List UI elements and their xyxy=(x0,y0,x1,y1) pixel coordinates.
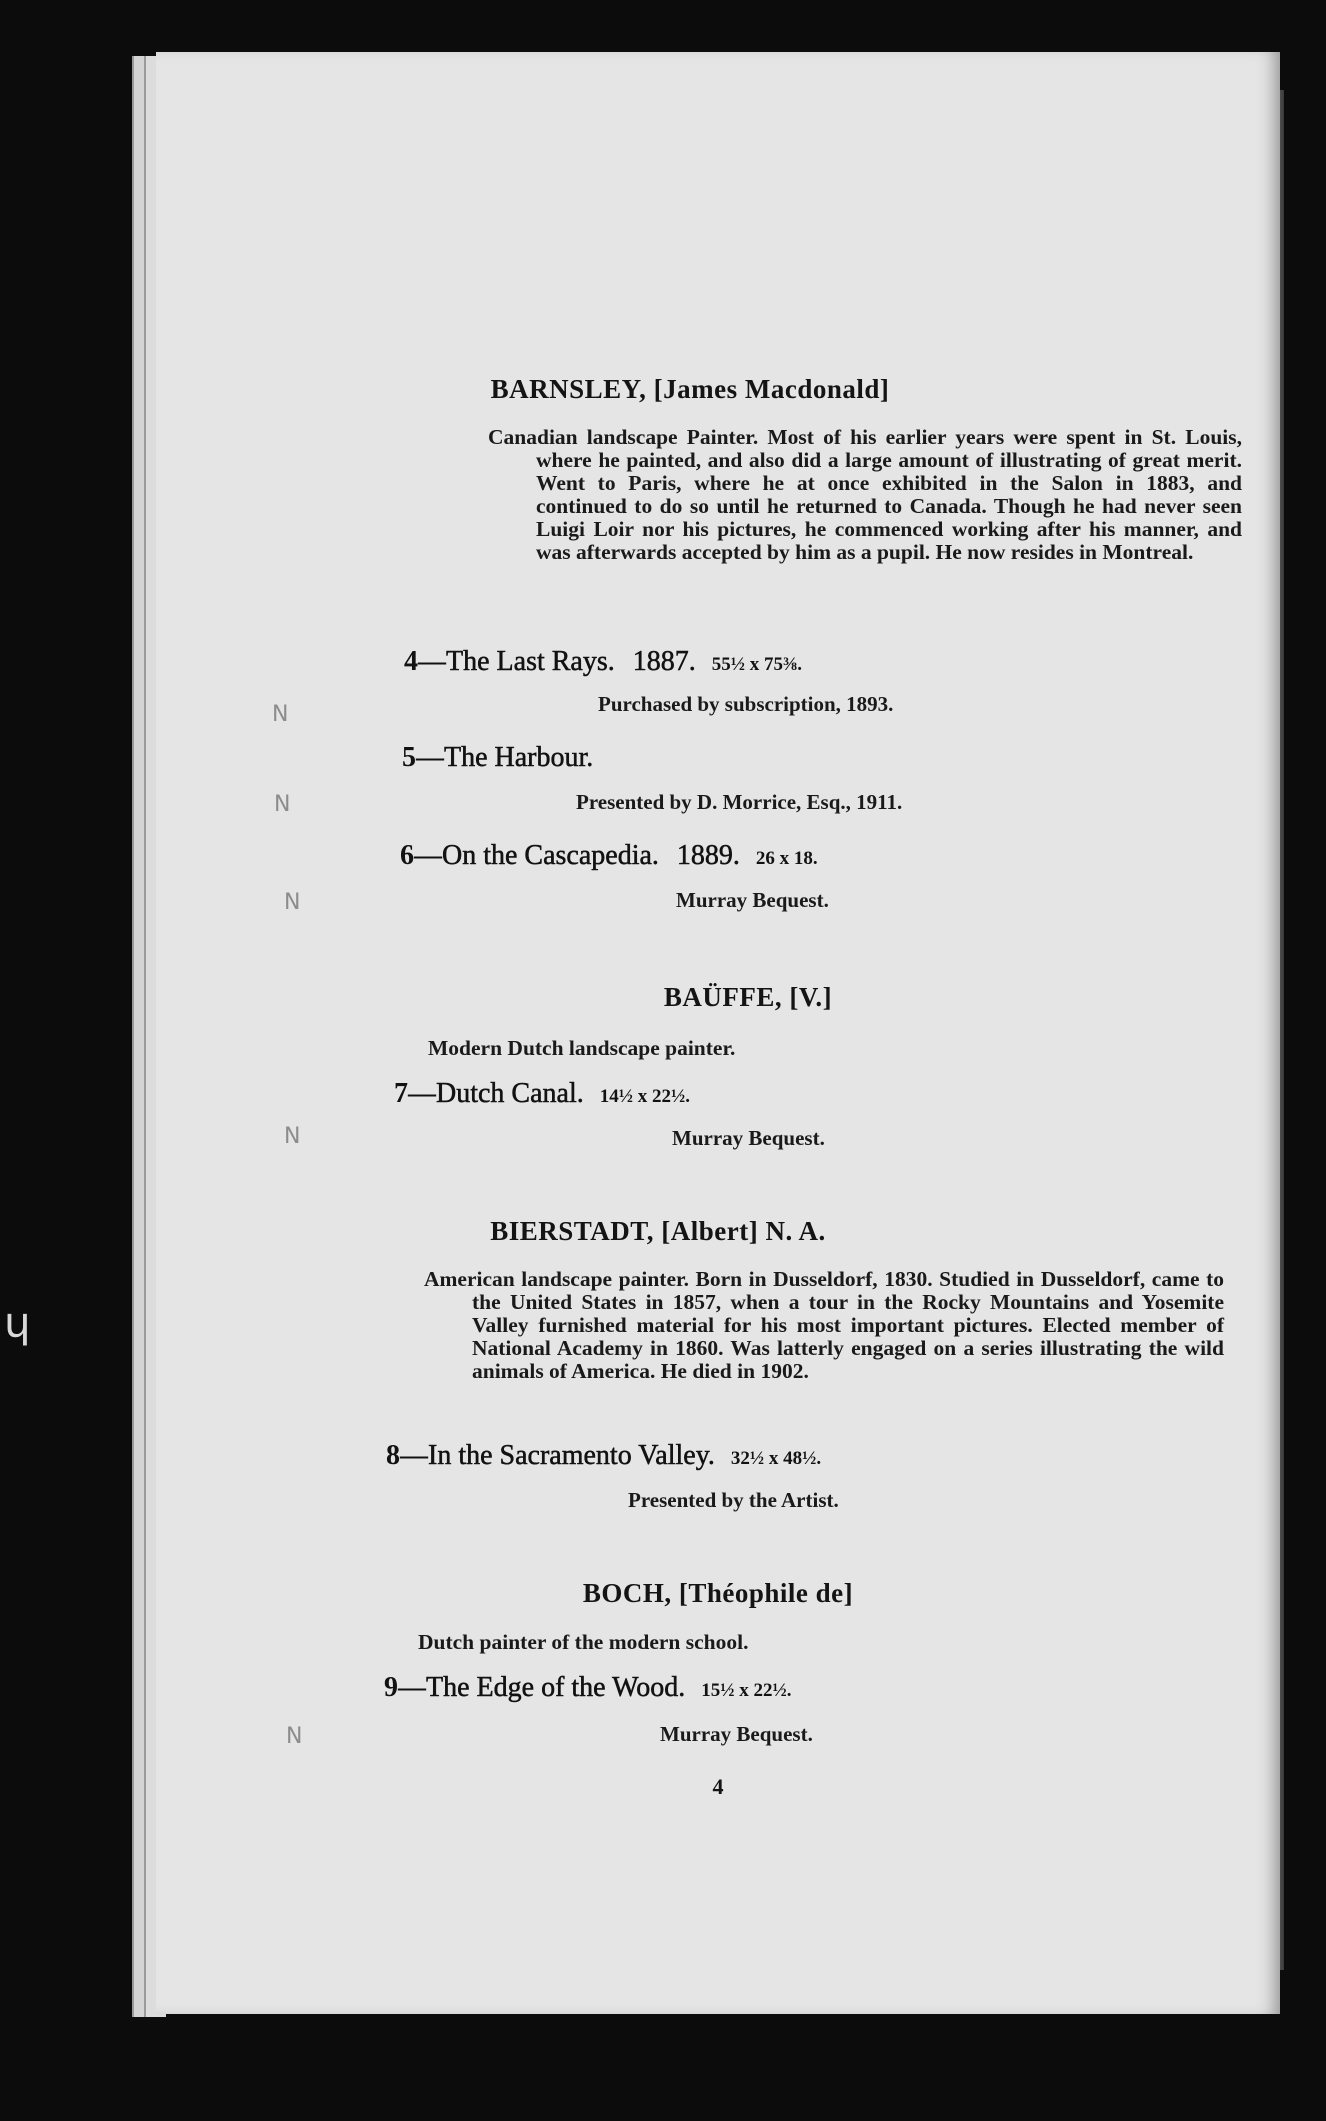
artist-heading: BARNSLEY, [James Macdonald] xyxy=(490,374,890,404)
entry-number: 6 xyxy=(400,840,414,871)
entry-title: Dutch Canal. xyxy=(436,1078,584,1109)
catalogue-entry: 9—The Edge of the Wood. 15½ x 22½. xyxy=(384,1672,792,1703)
catalogue-entry: 5—The Harbour. xyxy=(402,742,594,773)
margin-mark: N xyxy=(284,890,301,915)
artist-heading: BOCH, [Théophile de] xyxy=(582,1578,854,1608)
entry-number: 5 xyxy=(402,742,416,773)
margin-scribble: ɥ xyxy=(4,1298,31,1347)
entry-number: 9 xyxy=(384,1672,398,1703)
entry-number: 8 xyxy=(386,1440,400,1471)
entry-provenance: Purchased by subscription, 1893. xyxy=(598,692,894,716)
page-number: 4 xyxy=(712,1774,724,1799)
artist-heading: BAÜFFE, [V.] xyxy=(663,982,833,1012)
entry-title: The Edge of the Wood. xyxy=(426,1672,686,1703)
entry-year: 1887. xyxy=(632,646,696,677)
entry-provenance: Murray Bequest. xyxy=(672,1126,825,1150)
margin-mark: N xyxy=(272,702,289,727)
entry-provenance: Presented by the Artist. xyxy=(628,1488,839,1512)
artist-bio: American landscape painter. Born in Dusseldorf, 1830. Studied in Dusseldorf, came to the United States in 1857, when a tour in the Rocky Mountains and Yosemite Valley furnished material for his most important pictures. Elected member of National Academy in 1860. Was latterly engaged on a series illustrating the wild animals of America. He died in 1902. xyxy=(424,1267,1224,1383)
artist-bio: Dutch painter of the modern school. xyxy=(418,1630,749,1654)
catalogue-entry: 8—In the Sacramento Valley. 32½ x 48½. xyxy=(386,1440,822,1471)
catalogue-entry: 7—Dutch Canal. 14½ x 22½. xyxy=(394,1078,690,1109)
entry-title: On the Cascapedia. xyxy=(442,840,659,871)
entry-title: The Harbour. xyxy=(444,742,594,773)
entry-provenance: Murray Bequest. xyxy=(660,1722,813,1746)
margin-mark: N xyxy=(286,1724,303,1749)
artist-bio: Modern Dutch landscape painter. xyxy=(428,1036,736,1060)
entry-provenance: Presented by D. Morrice, Esq., 1911. xyxy=(576,790,903,814)
entry-title: In the Sacramento Valley. xyxy=(428,1440,715,1471)
catalogue-page xyxy=(156,52,1280,2014)
margin-mark: N xyxy=(274,792,291,817)
entry-dimensions: 14½ x 22½. xyxy=(599,1086,690,1107)
entry-dimensions: 55½ x 75⅜. xyxy=(711,654,802,675)
catalogue-entry: 6—On the Cascapedia. 1889. 26 x 18. xyxy=(400,840,818,871)
catalogue-entry: 4—The Last Rays. 1887. 55½ x 75⅜. xyxy=(404,646,802,677)
entry-dimensions: 26 x 18. xyxy=(755,848,818,869)
margin-mark: N xyxy=(284,1124,301,1149)
entry-title: The Last Rays. xyxy=(446,646,615,677)
entry-number: 4 xyxy=(404,646,418,677)
entry-number: 7 xyxy=(394,1078,408,1109)
entry-year: 1889. xyxy=(676,840,740,871)
entry-dimensions: 15½ x 22½. xyxy=(701,1680,792,1701)
artist-heading: BIERSTADT, [Albert] N. A. xyxy=(490,1216,826,1246)
entry-dimensions: 32½ x 48½. xyxy=(730,1448,822,1469)
entry-provenance: Murray Bequest. xyxy=(676,888,829,912)
artist-bio: Canadian landscape Painter. Most of his earlier years were spent in St. Louis, where he painted, and also did a large amount of illustrating of great merit. Went to Paris, where he at once exhibited in the Salon in 1883, and continued to do so until he returned to Canada. Though he had never seen Luigi Loir nor his pictures, he commenced working after his manner, and was afterwards accepted by him as a pupil. He now resides in Montreal. xyxy=(488,425,1242,564)
